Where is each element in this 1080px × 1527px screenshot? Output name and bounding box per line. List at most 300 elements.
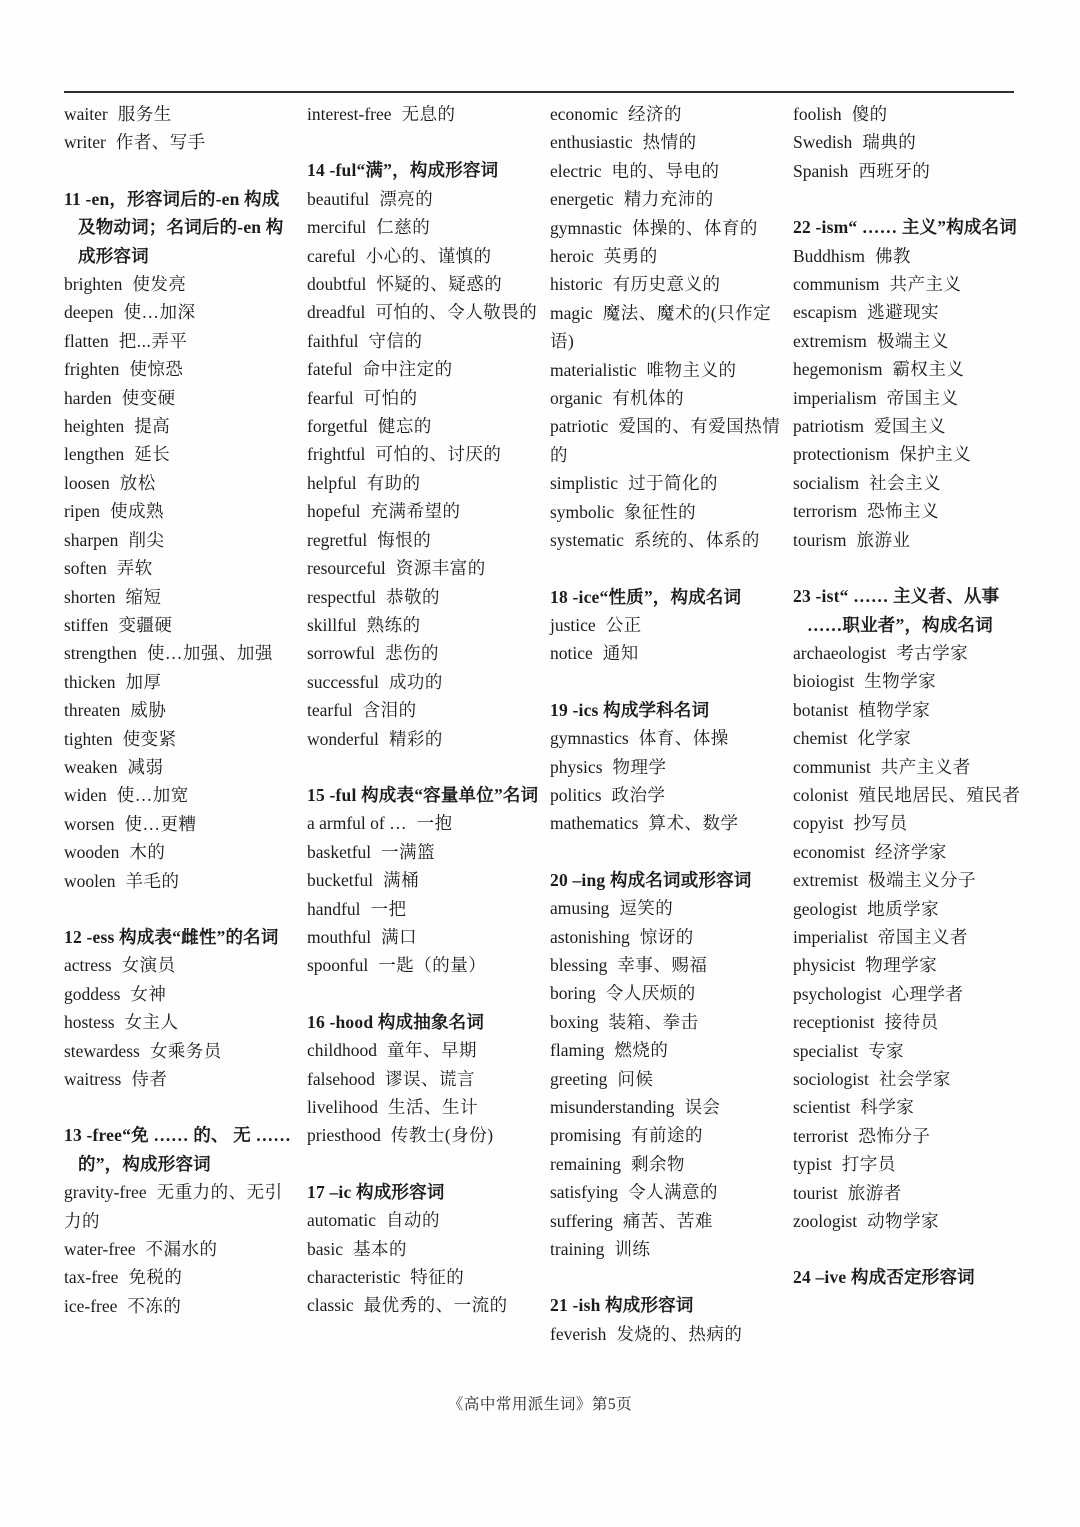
word-entry — [550, 498, 782, 526]
word-entry — [793, 1150, 1025, 1178]
chinese-translation: 剩余物 — [630, 1153, 685, 1174]
english-word: feverish — [550, 1323, 607, 1344]
english-word: handful — [307, 898, 361, 919]
word-entry — [550, 1207, 782, 1235]
english-word: magic — [550, 302, 593, 323]
chinese-translation: 使…加强、加强 — [146, 643, 273, 664]
chinese-translation: 使惊恐 — [129, 359, 184, 380]
word-entry — [793, 781, 1025, 809]
chinese-translation: 悲伤的 — [385, 643, 440, 664]
english-word: extremism — [793, 330, 867, 351]
word-entry — [793, 1179, 1025, 1207]
page-footer: 《高中常用派生词》第5页 — [447, 1396, 633, 1413]
chinese-translation: 有历史意义的 — [612, 274, 721, 295]
word-entry — [550, 1121, 782, 1149]
word-entry — [793, 838, 1025, 866]
english-word: classic — [307, 1295, 354, 1316]
chinese-translation: 熟练的 — [366, 614, 421, 635]
word-entry — [793, 923, 1025, 951]
word-entry — [550, 214, 782, 242]
english-word: tourist — [793, 1182, 838, 1203]
english-word: characteristic — [307, 1267, 401, 1288]
chinese-translation: 有助的 — [366, 472, 421, 493]
chinese-translation: 满口 — [381, 926, 418, 947]
chinese-translation: 放松 — [119, 472, 156, 493]
word-entry — [550, 185, 782, 213]
chinese-translation: 加厚 — [125, 671, 162, 692]
english-word: sorrowful — [307, 643, 376, 664]
word-entry — [550, 1150, 782, 1178]
section-heading: 15 -ful 构成表“容量单位”名词 — [307, 784, 539, 805]
word-entry — [64, 526, 296, 554]
english-word: symbolic — [550, 501, 615, 522]
english-word: automatic — [307, 1210, 377, 1231]
word-entry — [793, 696, 1025, 724]
word-entry — [550, 1320, 782, 1348]
chinese-translation: 共产主义者 — [880, 756, 971, 777]
word-entry — [793, 1008, 1025, 1036]
chinese-translation: 谬误、谎言 — [385, 1068, 476, 1089]
word-entry — [307, 951, 539, 979]
word-entry — [307, 639, 539, 667]
word-entry — [64, 1008, 296, 1036]
word-entry — [550, 781, 782, 809]
chinese-translation: 无息的 — [401, 104, 456, 124]
chinese-translation: 旅游业 — [856, 529, 911, 550]
word-entry — [550, 809, 782, 837]
word-entry — [64, 128, 296, 156]
word-entry — [64, 611, 296, 639]
english-word: organic — [550, 388, 603, 409]
chinese-translation: 使发亮 — [132, 274, 187, 295]
chinese-translation: 体操的、体育的 — [631, 217, 758, 238]
english-word: soften — [64, 558, 107, 579]
word-entry — [64, 639, 296, 667]
word-entry — [550, 951, 782, 979]
chinese-translation: 误会 — [684, 1097, 721, 1117]
word-entry — [64, 1065, 296, 1093]
english-word: spoonful — [307, 955, 369, 976]
chinese-translation: 使成熟 — [109, 501, 164, 522]
section-heading: 18 -ice“性质”，构成名词 — [550, 586, 742, 607]
word-entry — [307, 1291, 539, 1319]
english-word: priesthood — [307, 1125, 381, 1146]
english-word: wonderful — [307, 728, 379, 749]
word-entry — [550, 1093, 782, 1121]
english-word: socialism — [793, 472, 860, 493]
column-2 — [307, 100, 539, 1348]
word-entry — [550, 469, 782, 497]
section-gap — [793, 554, 1025, 582]
section-heading: 20 –ing 构成名词或形容词 — [550, 869, 752, 890]
english-word: economic — [550, 104, 619, 124]
chinese-translation: 漂亮的 — [379, 188, 434, 209]
english-word: notice — [550, 643, 593, 664]
chinese-translation: 使…加宽 — [116, 785, 189, 806]
chinese-translation: 物理学 — [612, 756, 667, 777]
word-entry — [793, 355, 1025, 383]
english-word: threaten — [64, 700, 121, 721]
chinese-translation: 可怕的、讨厌的 — [375, 444, 502, 465]
english-word: fearful — [307, 387, 354, 408]
english-word: thicken — [64, 671, 116, 692]
english-word: brighten — [64, 274, 123, 295]
chinese-translation: 抄写员 — [853, 813, 908, 834]
english-word: ice-free — [64, 1295, 118, 1316]
english-word: ripen — [64, 501, 100, 522]
chinese-translation: 极端主义 — [876, 330, 949, 351]
chinese-translation: 精彩的 — [388, 728, 443, 749]
english-word: sociologist — [793, 1069, 869, 1089]
english-word: materialistic — [550, 359, 637, 380]
chinese-translation: 使…加深 — [123, 302, 196, 323]
word-entry — [793, 639, 1025, 667]
column-1 — [64, 100, 296, 1348]
chinese-translation: 削尖 — [128, 529, 165, 550]
word-entry — [64, 440, 296, 468]
english-word: receptionist — [793, 1012, 875, 1033]
chinese-translation: 幸事、赐福 — [617, 954, 708, 975]
word-entry — [307, 838, 539, 866]
english-word: dreadful — [307, 302, 366, 323]
chinese-translation: 充满希望的 — [370, 501, 461, 522]
word-entry — [550, 894, 782, 922]
section-heading: 21 -ish 构成形容词 — [550, 1295, 694, 1316]
word-entry — [307, 213, 539, 241]
chinese-translation: 霸权主义 — [892, 359, 965, 380]
chinese-translation: 威胁 — [130, 700, 167, 721]
chinese-translation: 政治学 — [611, 784, 666, 805]
chinese-translation: 动物学家 — [867, 1211, 940, 1232]
word-entry — [793, 100, 1025, 128]
english-word: bioiogist — [793, 671, 855, 692]
word-entry — [793, 980, 1025, 1008]
chinese-translation: 社会学家 — [878, 1069, 951, 1089]
english-word: electric — [550, 160, 602, 181]
english-word: livelihood — [307, 1097, 378, 1117]
english-word: tighten — [64, 728, 113, 749]
word-entry — [64, 270, 296, 298]
chinese-translation: 守信的 — [368, 330, 423, 351]
word-entry — [64, 781, 296, 809]
word-entry — [793, 384, 1025, 412]
english-word: gymnastics — [550, 728, 629, 749]
chinese-translation: 羊毛的 — [125, 870, 180, 891]
chinese-translation: 基本的 — [352, 1238, 407, 1259]
chinese-translation: 有机体的 — [612, 388, 685, 409]
word-entry — [307, 242, 539, 270]
chinese-translation: 保护主义 — [899, 444, 972, 465]
english-word: gymnastic — [550, 217, 622, 238]
word-entry — [64, 1235, 296, 1263]
chinese-translation: 公正 — [605, 614, 642, 635]
word-entry — [793, 1065, 1025, 1093]
chinese-translation: 化学家 — [857, 728, 912, 749]
chinese-translation: 专家 — [868, 1040, 905, 1061]
english-word: economist — [793, 841, 865, 862]
english-word: energetic — [550, 189, 614, 210]
chinese-translation: 燃烧的 — [614, 1040, 669, 1061]
english-word: heroic — [550, 246, 594, 267]
word-entry — [307, 809, 539, 837]
chinese-translation: 热情的 — [642, 132, 697, 153]
chinese-translation: 使变紧 — [122, 728, 177, 749]
word-entry — [307, 1263, 539, 1291]
chinese-translation: 唯物主义的 — [646, 359, 737, 380]
section-gap — [550, 668, 782, 696]
english-word: helpful — [307, 472, 357, 493]
word-entry — [793, 270, 1025, 298]
word-entry — [550, 1178, 782, 1206]
section-gap — [307, 1150, 539, 1178]
word-entry — [550, 356, 782, 384]
word-entry — [550, 753, 782, 781]
english-word: typist — [793, 1154, 832, 1175]
english-word: simplistic — [550, 473, 619, 494]
english-word: loosen — [64, 472, 110, 493]
english-word: strengthen — [64, 643, 137, 664]
english-word: chemist — [793, 728, 848, 749]
word-entry — [307, 526, 539, 554]
chinese-translation: 算术、数学 — [648, 813, 739, 834]
word-entry — [307, 355, 539, 383]
english-word: greeting — [550, 1068, 608, 1089]
english-word: copyist — [793, 813, 844, 834]
chinese-translation: 考古学家 — [896, 642, 969, 663]
word-entry — [793, 1093, 1025, 1121]
english-word: mouthful — [307, 926, 372, 947]
word-entry — [64, 838, 296, 866]
word-entry — [793, 1037, 1025, 1065]
english-word: communism — [793, 274, 880, 295]
chinese-translation: 成功的 — [388, 671, 443, 692]
word-entry — [64, 951, 296, 979]
chinese-translation: 小心的、谨慎的 — [365, 245, 492, 266]
english-word: Spanish — [793, 160, 849, 181]
chinese-translation: 一满篮 — [381, 841, 436, 862]
word-entry — [793, 327, 1025, 355]
chinese-translation: 女乘务员 — [149, 1040, 222, 1061]
chinese-translation: 女演员 — [121, 955, 176, 976]
chinese-translation: 可怕的 — [363, 387, 418, 408]
chinese-translation: 共产主义 — [889, 274, 962, 295]
chinese-translation: 一把 — [370, 898, 407, 919]
chinese-translation: 帝国主义 — [886, 387, 959, 408]
word-entry — [307, 469, 539, 497]
word-entry — [793, 526, 1025, 554]
word-entry — [64, 583, 296, 611]
section-gap — [550, 838, 782, 866]
chinese-translation: 传教士(身份) — [390, 1125, 494, 1146]
chinese-translation: 极端主义分子 — [868, 870, 977, 891]
section-gap — [793, 185, 1025, 213]
top-rule — [64, 91, 1014, 93]
word-entry — [307, 611, 539, 639]
word-entry — [64, 298, 296, 326]
section-heading: 23 -ist“ …… 主义者、从事 ……职业者”，构成名词 — [793, 586, 1000, 635]
word-entry — [307, 412, 539, 440]
word-entry — [64, 867, 296, 895]
english-word: flaming — [550, 1040, 605, 1061]
word-entry — [793, 809, 1025, 837]
word-entry — [550, 100, 782, 128]
english-word: falsehood — [307, 1068, 376, 1089]
english-word: waitress — [64, 1069, 122, 1089]
word-entry — [550, 639, 782, 667]
english-word: careful — [307, 245, 356, 266]
word-entry — [307, 1093, 539, 1121]
chinese-translation: 西班牙的 — [858, 160, 931, 181]
english-word: hostess — [64, 1012, 115, 1033]
english-word: merciful — [307, 217, 367, 238]
english-word: wooden — [64, 842, 120, 863]
word-entry — [64, 100, 296, 128]
word-entry — [64, 810, 296, 838]
word-entry — [64, 355, 296, 383]
english-word: patriotism — [793, 416, 864, 437]
word-entry — [64, 1263, 296, 1291]
english-word: widen — [64, 785, 107, 806]
english-word: escapism — [793, 302, 858, 323]
chinese-translation: 地质学家 — [867, 898, 940, 919]
chinese-translation: 把...弄平 — [118, 330, 188, 351]
chinese-translation: 提高 — [134, 416, 171, 437]
english-word: imperialism — [793, 387, 877, 408]
chinese-translation: 旅游者 — [847, 1182, 902, 1203]
english-word: stewardess — [64, 1040, 140, 1061]
word-entry — [793, 242, 1025, 270]
word-entry — [793, 1207, 1025, 1235]
english-word: archaeologist — [793, 642, 887, 663]
chinese-translation: 不漏水的 — [145, 1239, 218, 1260]
chinese-translation: 变疆硬 — [118, 614, 173, 635]
english-word: worsen — [64, 813, 115, 834]
english-word: physics — [550, 756, 603, 777]
word-entry — [307, 866, 539, 894]
chinese-translation: 令人满意的 — [628, 1182, 719, 1203]
english-word: satisfying — [550, 1182, 619, 1203]
chinese-translation: 使…更糟 — [124, 813, 197, 834]
word-entry — [64, 1292, 296, 1320]
word-entry — [550, 923, 782, 951]
section-gap — [64, 895, 296, 923]
english-word: hegemonism — [793, 359, 883, 380]
word-entry — [550, 242, 782, 270]
chinese-translation: 童年、早期 — [387, 1040, 477, 1061]
word-entry — [793, 724, 1025, 752]
chinese-translation: 训练 — [614, 1239, 651, 1260]
word-entry — [307, 384, 539, 412]
chinese-translation: 社会主义 — [869, 472, 942, 493]
english-word: regretful — [307, 529, 368, 550]
chinese-translation: 一抱 — [416, 813, 453, 834]
section-gap — [307, 753, 539, 781]
word-entry — [793, 895, 1025, 923]
english-word: zoologist — [793, 1211, 858, 1232]
chinese-translation: 精力充沛的 — [623, 189, 714, 210]
word-entry — [793, 667, 1025, 695]
english-word: politics — [550, 784, 602, 805]
chinese-translation: 心理学者 — [891, 983, 964, 1004]
word-entry — [307, 1235, 539, 1263]
word-entry — [307, 1036, 539, 1064]
english-word: gravity-free — [64, 1182, 147, 1203]
word-entry — [793, 128, 1025, 156]
word-entry — [550, 526, 782, 554]
chinese-translation: 傻的 — [851, 104, 888, 124]
word-entry — [307, 895, 539, 923]
chinese-translation: 悔恨的 — [377, 529, 432, 550]
english-word: tearful — [307, 700, 353, 721]
english-word: scientist — [793, 1097, 851, 1118]
section-gap — [550, 555, 782, 583]
english-word: colonist — [793, 784, 849, 805]
chinese-translation: 英勇的 — [603, 246, 658, 267]
english-word: imperialist — [793, 926, 868, 947]
english-word: extremist — [793, 870, 859, 891]
english-word: basic — [307, 1238, 343, 1259]
word-entry — [550, 1235, 782, 1263]
chinese-translation: 物理学家 — [865, 955, 938, 976]
english-word: weaken — [64, 756, 118, 777]
word-entry — [550, 611, 782, 639]
english-word: childhood — [307, 1040, 377, 1061]
word-entry — [307, 185, 539, 213]
english-word: justice — [550, 614, 596, 635]
english-word: a armful of … — [307, 813, 407, 834]
english-word: forgetful — [307, 416, 368, 437]
chinese-translation: 科学家 — [860, 1097, 915, 1118]
english-word: remaining — [550, 1153, 621, 1174]
word-entry — [307, 1065, 539, 1093]
word-entry — [550, 1065, 782, 1093]
section-heading: 13 -free“免 …… 的、 无 ……的”，构成形容词 — [64, 1125, 291, 1174]
english-word: promising — [550, 1125, 621, 1146]
word-entry — [64, 384, 296, 412]
word-entry — [307, 298, 539, 326]
word-entry — [307, 1206, 539, 1234]
word-entry — [550, 270, 782, 298]
english-word: terrorist — [793, 1125, 849, 1146]
english-word: training — [550, 1239, 605, 1260]
word-entry — [793, 469, 1025, 497]
word-entry — [550, 384, 782, 412]
chinese-translation: 有前途的 — [630, 1125, 703, 1146]
chinese-translation: 侍者 — [131, 1069, 168, 1089]
word-entry — [793, 157, 1025, 185]
english-word: waiter — [64, 104, 108, 124]
chinese-translation: 令人厌烦的 — [605, 983, 696, 1004]
word-entry — [550, 412, 782, 469]
chinese-translation: 瑞典的 — [862, 132, 917, 153]
section-heading: 24 –ive 构成否定形容词 — [793, 1267, 975, 1288]
section-heading: 16 -hood 构成抽象名词 — [307, 1011, 485, 1032]
english-word: basketful — [307, 841, 372, 862]
english-word: stiffen — [64, 614, 109, 635]
word-entry — [550, 1008, 782, 1036]
chinese-translation: 殖民地居民、殖民者 — [858, 784, 1021, 805]
chinese-translation: 经济的 — [628, 104, 683, 124]
english-word: terrorism — [793, 501, 858, 522]
word-entry — [550, 979, 782, 1007]
chinese-translation: 惊讶的 — [639, 926, 694, 947]
word-entry — [550, 1036, 782, 1064]
word-entry — [64, 327, 296, 355]
english-word: protectionism — [793, 444, 890, 465]
word-entry — [307, 583, 539, 611]
english-word: Swedish — [793, 132, 853, 153]
chinese-translation: 痛苦、苦难 — [622, 1210, 713, 1231]
